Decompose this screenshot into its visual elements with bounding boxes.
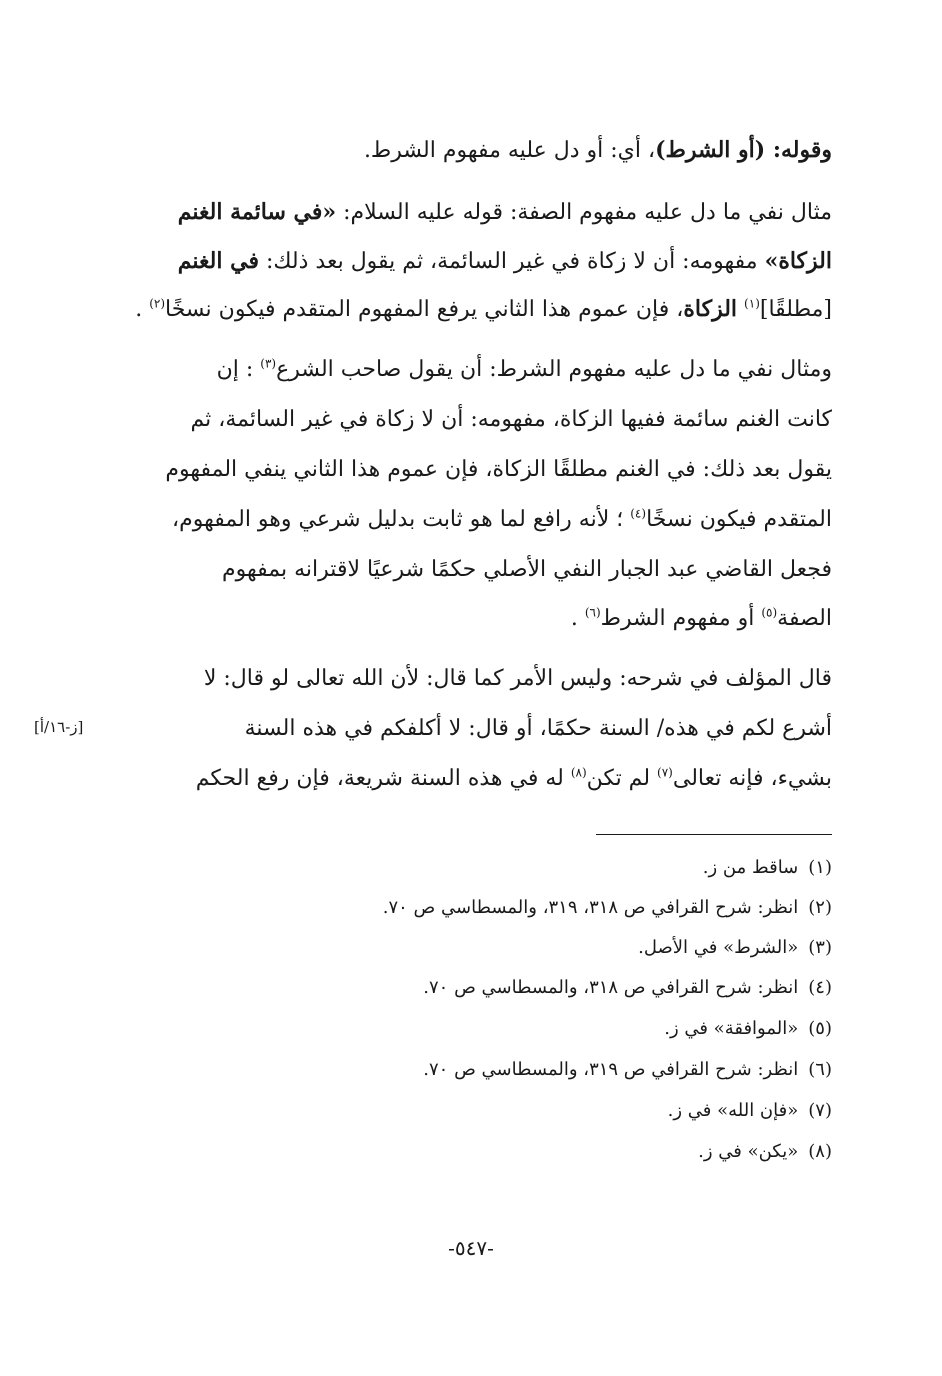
- footnote-ref-3: (٣): [260, 356, 277, 371]
- footnote-4: [423, 975, 832, 1001]
- footnote-6: [423, 1057, 832, 1083]
- text-line-12: [132, 714, 832, 744]
- footnote-number: (٧): [808, 1100, 832, 1121]
- page-number: -٥٤٧-: [448, 1236, 494, 1260]
- footnote-ref-2: (٢): [149, 296, 166, 311]
- line-10-text-b: أو مفهوم الشرط: [600, 606, 762, 631]
- footnote-text: ساقط من ز.: [702, 857, 799, 878]
- footnote-number: (١): [808, 857, 832, 878]
- line-13-text-a: بشيء، فإنه تعالى: [672, 766, 832, 791]
- line-8-text-b: ؛ لأنه رافع لما هو ثابت بدليل شرعي وهو المفهوم،: [172, 507, 631, 532]
- text-line-8: [132, 505, 832, 535]
- text-line-10: [132, 604, 832, 634]
- text-line-7: [132, 455, 832, 485]
- footnote-number: (٣): [808, 937, 832, 958]
- text-line-13: [132, 764, 832, 794]
- footnote-5: [664, 1016, 832, 1042]
- line-10-text-a: الصفة: [777, 606, 832, 631]
- line-6-text: كانت الغنم سائمة ففيها الزكاة، مفهومه: أن لا زكاة في غير السائمة، ثم: [190, 407, 832, 432]
- footnote-3: [638, 935, 832, 961]
- footnote-number: (٨): [808, 1141, 832, 1162]
- line-13-text-b: لم تكن: [586, 766, 658, 791]
- text-line-5: [132, 355, 832, 385]
- text-line-3: [132, 246, 832, 276]
- footnote-ref-6: (٦): [584, 605, 601, 620]
- footnote-ref-4: (٤): [630, 506, 647, 521]
- footnote-8: [698, 1139, 832, 1165]
- line-1-heading: وقوله: (أو الشرط): [655, 137, 832, 163]
- line-4-bold: الزكاة: [683, 296, 738, 322]
- footnote-number: (٤): [808, 977, 832, 998]
- text-line-1: [132, 135, 832, 165]
- line-8-text-a: المتقدم فيكون نسخًا: [646, 507, 832, 532]
- line-7-text: يقول بعد ذلك: في الغنم مطلقًا الزكاة، فإن عموم هذا الثاني ينفي المفهوم: [165, 457, 832, 482]
- line-3-text: مفهومه: أن لا زكاة في غير السائمة، ثم يقول بعد ذلك:: [258, 249, 765, 274]
- text-line-4: [132, 294, 832, 324]
- line-4-text-a: [مطلقًا]: [759, 297, 832, 322]
- line-4-text-b: ، فإن عموم هذا الثاني يرفع المفهوم المتقدم فيكون نسخًا: [165, 297, 684, 322]
- line-5-text-b: : إن: [216, 357, 261, 382]
- line-3-hadith: الزكاة»: [764, 248, 832, 274]
- main-text: [132, 0, 832, 800]
- footnote-text: انظر: شرح القرافي ص ٣١٩، والمسطاسي ص ٧٠.: [423, 1059, 799, 1080]
- footnote-2: [383, 895, 832, 921]
- line-1-text: ، أي: أو دل عليه مفهوم الشرط.: [363, 138, 656, 163]
- footnote-number: (٥): [808, 1018, 832, 1039]
- text-line-2: [132, 197, 832, 227]
- footnote-text: انظر: شرح القرافي ص ٣١٨، ٣١٩، والمسطاسي ص ٧٠.: [382, 897, 799, 918]
- line-3-bold: في الغنم: [177, 248, 259, 274]
- footnote-ref-5: (٥): [761, 605, 778, 620]
- footnote-text: «الشرط» في الأصل.: [638, 937, 799, 958]
- footnote-7: [668, 1098, 832, 1124]
- footnote-text: «يكن» في ز.: [698, 1141, 799, 1162]
- line-12-text: أشرع لكم في هذه/ السنة حكمًا، أو قال: لا أكلفكم في هذه السنة: [244, 716, 832, 741]
- text-line-11: [132, 664, 832, 694]
- text-line-6: [132, 405, 832, 435]
- line-2-text: مثال نفي ما دل عليه مفهوم الصفة: قوله عليه السلام:: [336, 200, 832, 225]
- footnote-ref-1: (١): [744, 296, 760, 311]
- line-9-text: فجعل القاضي عبد الجبار النفي الأصلي حكمًا شرعيًا لاقترانه بمفهوم: [222, 557, 832, 582]
- line-4-end: .: [135, 297, 150, 322]
- footnote-text: «الموافقة» في ز.: [664, 1018, 799, 1039]
- footnote-separator: [596, 834, 832, 835]
- text-line-9: [132, 555, 832, 585]
- line-11-text: قال المؤلف في شرحه: وليس الأمر كما قال: لأن الله تعالى لو قال: لا: [203, 666, 832, 691]
- footnote-number: (٢): [808, 897, 832, 918]
- footnote-number: (٦): [808, 1059, 832, 1080]
- footnote-text: «فإن الله» في ز.: [667, 1100, 799, 1121]
- line-13-text-c: له في هذه السنة شريعة، فإن رفع الحكم: [195, 766, 571, 791]
- line-10-end: .: [570, 606, 585, 631]
- line-5-text-a: ومثال نفي ما دل عليه مفهوم الشرط: أن يقول صاحب الشرع: [276, 357, 832, 382]
- line-2-hadith: «في سائمة الغنم: [177, 199, 337, 225]
- footnote-text: انظر: شرح القرافي ص ٣١٨، والمسطاسي ص ٧٠.: [423, 977, 799, 998]
- margin-manuscript-marker: [ز-١٦/أ]: [34, 718, 84, 736]
- line-4-space: [737, 297, 744, 322]
- footnote-1: [703, 855, 832, 881]
- footnote-ref-7: (٧): [657, 765, 673, 780]
- footnote-ref-8: (٨): [570, 765, 587, 780]
